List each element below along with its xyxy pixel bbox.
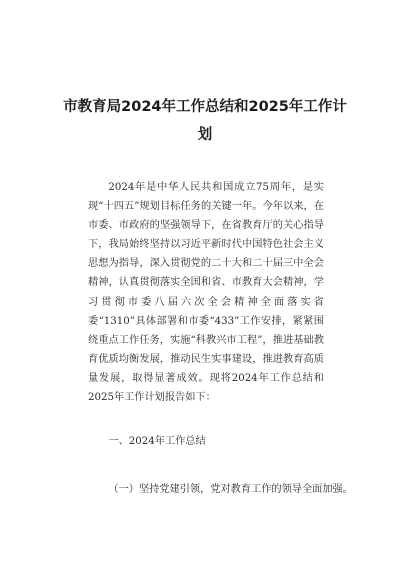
document-title-line-1: 市教育局2024年工作总结和2025年工作计	[63, 99, 347, 115]
intro-paragraph: 2024年是中华人民共和国成立75周年，是实现“十四五”规划目标任务的关键一年。今年以来，在市委、市政府的坚强领导下，在省教育厅的关心指导下，我局始终坚持以习近平新时代中国特色社会主义思想为指导，深入贯彻党的二十大和二十届三中全会精神，认真贯彻落实全国和省、市教育大会精神，学习贯彻市委八届六次全会精神全面落实省委“1310”具体部署和市委“433”工作安排，紧紧围绕重点工作任务，实施“科教兴市工程”，推进基础教育优质均衡发展，推动民生实事建设，推进教育高质量发展，取得显著成效。现将2024年工作总结和2025年工作计划报告如下：	[88, 182, 324, 404]
subsection-heading: （一）坚持党建引领，党对教育工作的领导全面加强。	[108, 484, 353, 495]
section-heading: 一、2024年工作总结	[108, 436, 206, 447]
document-title-line-2: 划	[197, 127, 213, 143]
